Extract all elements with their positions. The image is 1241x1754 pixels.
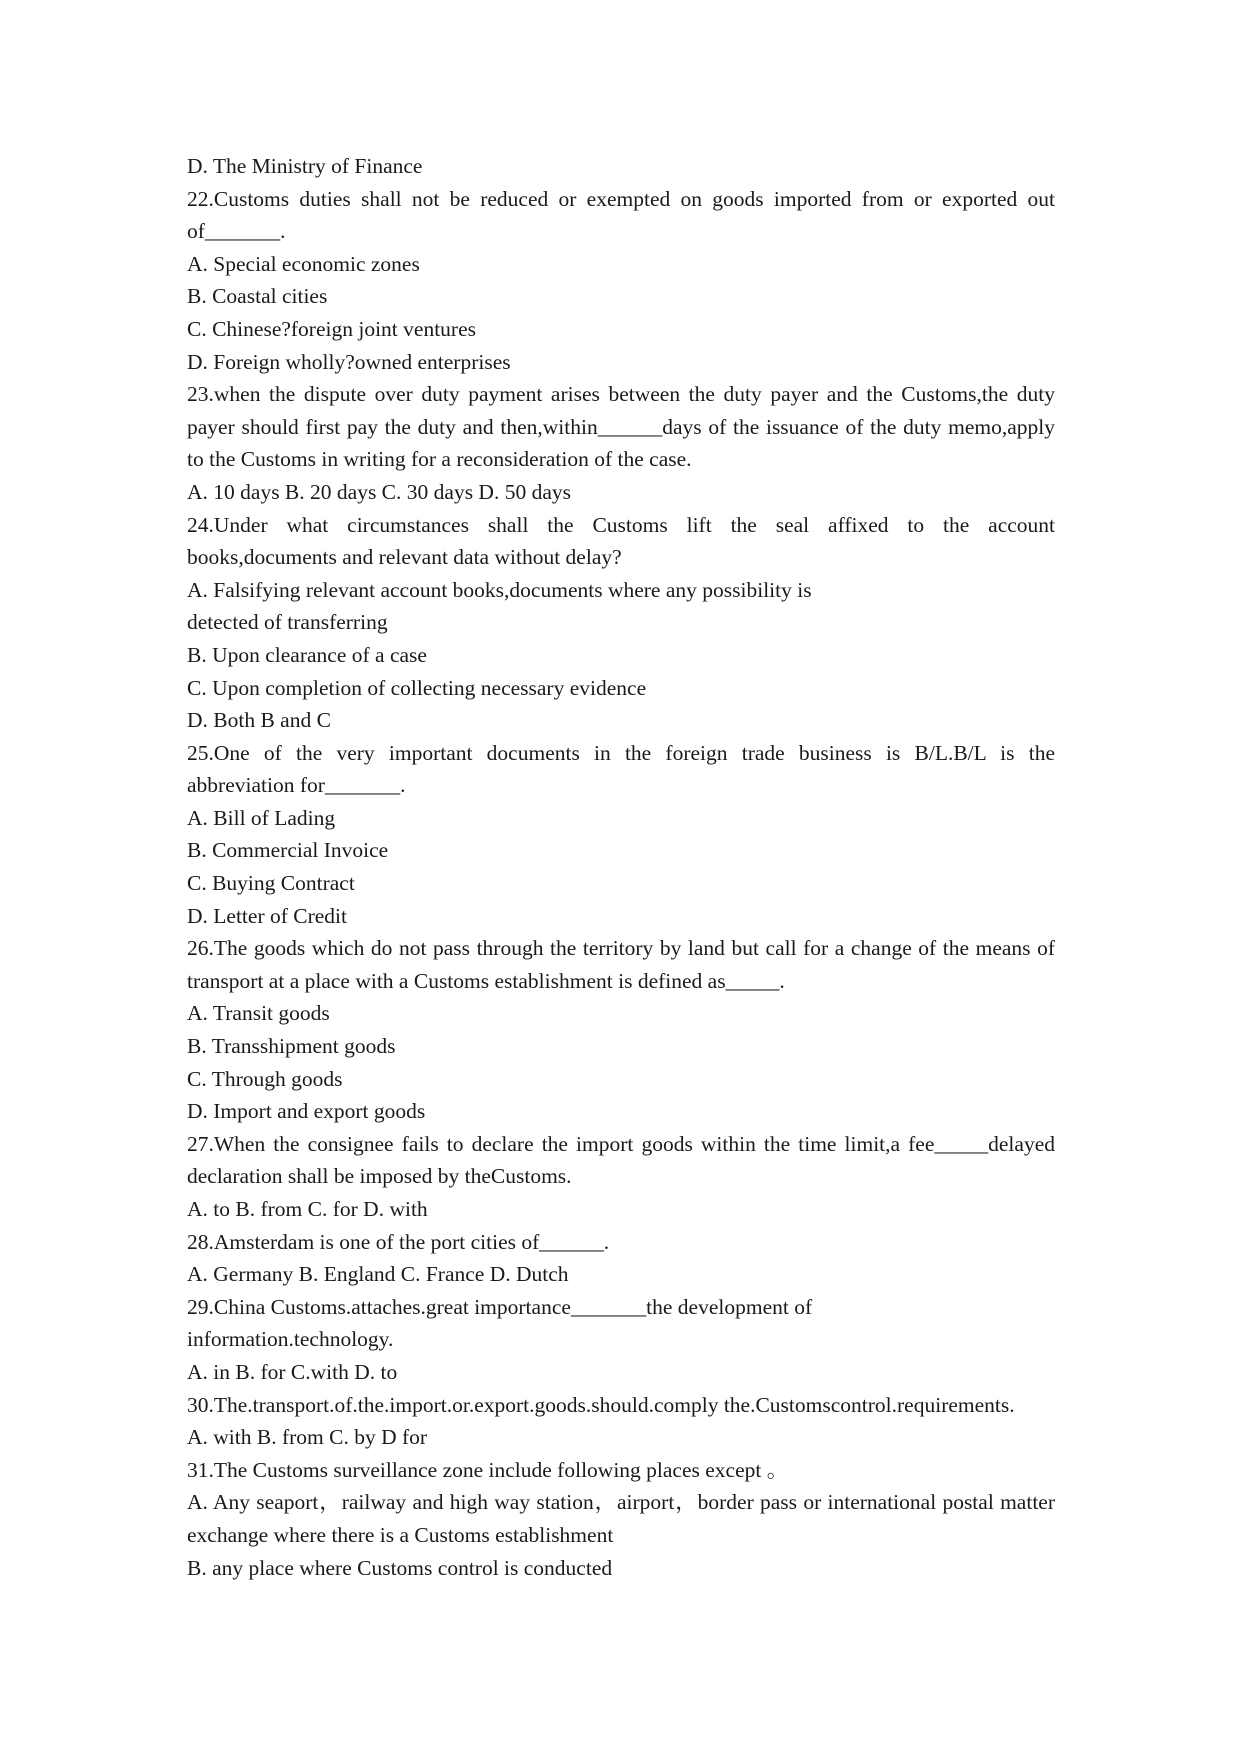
text-line: 28.Amsterdam is one of the port cities of______. (187, 1229, 610, 1254)
text-line: A. Special economic zones (187, 251, 420, 276)
text-line: 29.China Customs.attaches.great importance_______the development of (187, 1294, 813, 1319)
document-page (187, 150, 1055, 1584)
text-line: books,documents and relevant data without delay? (187, 545, 622, 570)
text-line: A. Germany B. England C. France D. Dutch (187, 1262, 569, 1287)
text-line: B. Commercial Invoice (187, 838, 389, 863)
text-line: declaration shall be imposed by theCustoms. (187, 1164, 572, 1189)
text-line: 26.The goods which do not pass through the territory by land but call for a change of the means of (187, 936, 1055, 961)
text-line: C. Upon completion of collecting necessary evidence (187, 675, 647, 700)
text-line: payer should first pay the duty and then,within______days of the issuance of the duty memo,apply (187, 414, 1055, 439)
text-line: C. Chinese?foreign joint ventures (187, 316, 476, 341)
text-line: D. Foreign wholly?owned enterprises (187, 349, 511, 374)
text-line: of_______. (187, 219, 286, 244)
text-line: information.technology. (187, 1327, 394, 1352)
text-line: detected of transferring (187, 610, 388, 635)
text-line: B. Coastal cities (187, 284, 328, 309)
text-line: 22.Customs duties shall not be reduced or exempted on goods imported from or exported out (187, 186, 1055, 211)
text-line: 31.The Customs surveillance zone include following places except 。 (187, 1457, 789, 1482)
text-line: to the Customs in writing for a reconsideration of the case. (187, 447, 692, 472)
text-line: C. Through goods (187, 1066, 343, 1091)
text-line: 23.when the dispute over duty payment arises between the duty payer and the Customs,the duty (187, 382, 1055, 407)
text-line: A. in B. for C.with D. to (187, 1359, 398, 1384)
text-line: 25.One of the very important documents in the foreign trade business is B/L.B/L is the (187, 740, 1055, 765)
text-line: 24.Under what circumstances shall the Customs lift the seal affixed to the account (187, 512, 1055, 537)
text-line: A. to B. from C. for D. with (187, 1197, 428, 1221)
text-line: A. Falsifying relevant account books,documents where any possibility is (187, 577, 812, 602)
text-line: D. The Ministry of Finance (187, 154, 423, 178)
text-line: B. any place where Customs control is conducted (187, 1555, 613, 1580)
text-line: B. Transshipment goods (187, 1034, 396, 1059)
text-line: 27.When the consignee fails to declare the import goods within the time limit,a fee_____delayed (187, 1131, 1055, 1156)
text-line: 30.The.transport.of.the.import.or.export.goods.should.comply the.Customscontrol.requirements. (187, 1392, 1015, 1417)
text-line: A. 10 days B. 20 days C. 30 days D. 50 days (187, 479, 571, 504)
text-line: A. Transit goods (187, 1001, 330, 1026)
text-line: A. Bill of Lading (187, 805, 336, 830)
text-line: A. with B. from C. by D for (187, 1425, 428, 1450)
text-line: D. Letter of Credit (187, 903, 348, 928)
text-line: D. Import and export goods (187, 1099, 426, 1124)
text-line: B. Upon clearance of a case (187, 642, 427, 667)
question-text-block (187, 150, 1055, 1584)
text-line: D. Both B and C (187, 708, 331, 733)
text-line: abbreviation for_______. (187, 773, 406, 798)
text-line: exchange where there is a Customs establishment (187, 1522, 614, 1547)
text-line: A. Any seaport，railway and high way station，airport，border pass or international postal matter (187, 1490, 1055, 1515)
text-line: transport at a place with a Customs establishment is defined as_____. (187, 968, 785, 993)
text-line: C. Buying Contract (187, 871, 355, 896)
